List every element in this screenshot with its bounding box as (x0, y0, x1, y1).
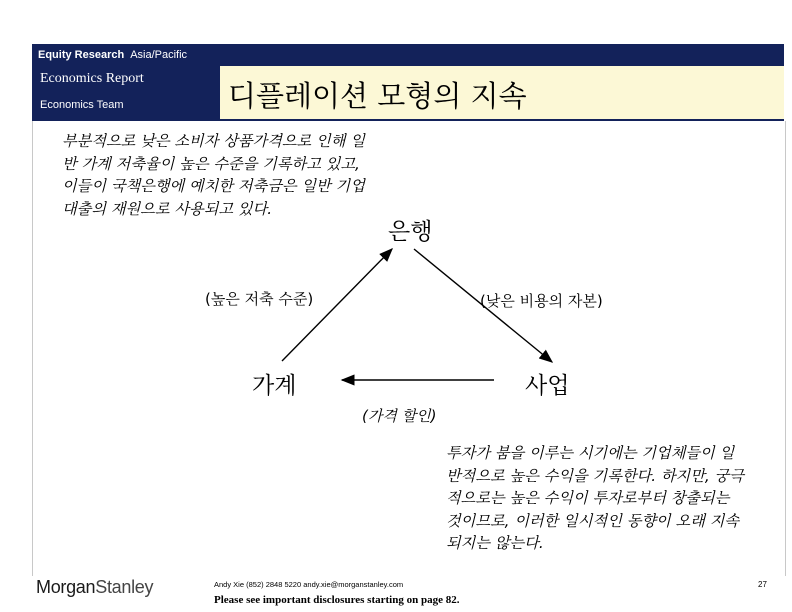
footer-disclosure: Please see important disclosures starting on page 82. (214, 594, 460, 606)
equity-research-label: Equity Research (38, 49, 125, 61)
team-label: Economics Team (40, 99, 124, 111)
paragraph-top: 부분적으로 낮은 소비자 상품가격으로 인해 일반 가계 저축율이 높은 수준을 기록하고 있고, 이들이 국책은행에 예치한 저축금은 일반 기업 대출의 재원으로 사용되고 있다. (62, 132, 365, 218)
page-title: 디플레이션 모형의 지속 (228, 79, 527, 113)
region-label: Asia/Pacific (130, 49, 188, 61)
paragraph-bottom: 투자가 붐을 이루는 시기에는 기업체들이 일반적으로 높은 수익을 기록한다. 하지만, 궁극적으로는 높은 수익이 투자로부터 창출되는 것이므로, 이러한 일시적인 동향이 오래 지속되지는 않는다. (446, 444, 744, 552)
node-business: 사업 (525, 373, 570, 399)
label-low-cost-capital: (낮은 비용의 자본) (480, 292, 603, 310)
footer-author: Andy Xie (852) 2848 5220 andy.xie@morganstanley.com (214, 580, 404, 589)
report-type: Economics Report (40, 71, 144, 86)
page-number: 27 (758, 580, 767, 589)
label-price-cut: (가격 할인) (362, 407, 437, 425)
morgan-stanley-logo (36, 577, 153, 598)
node-household: 가계 (252, 373, 297, 399)
label-high-saving: (높은 저축 수준) (205, 290, 314, 308)
logo-morgan: Morgan (36, 577, 96, 597)
node-bank: 은행 (388, 219, 433, 245)
logo-stanley: Stanley (95, 577, 154, 597)
